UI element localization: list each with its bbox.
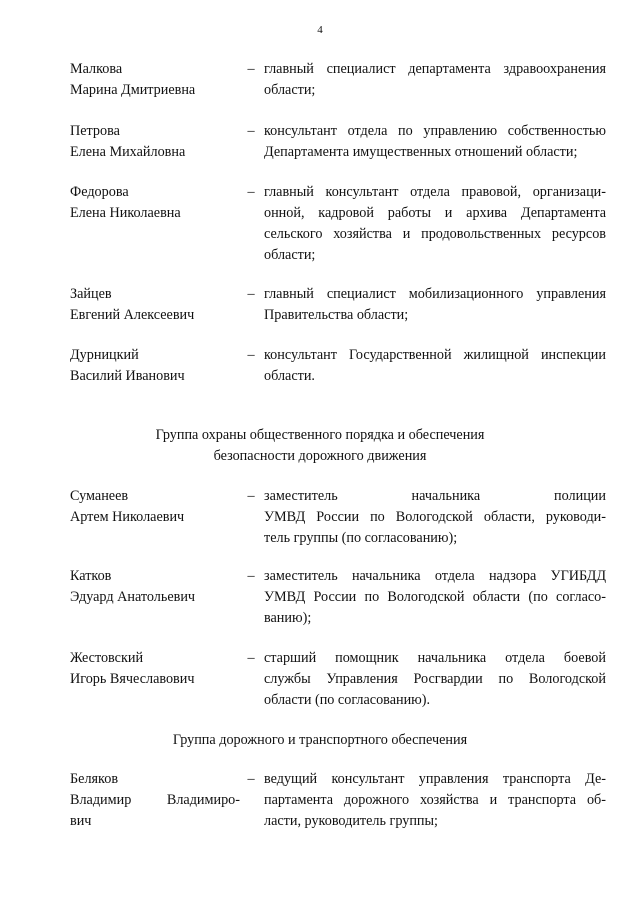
group-heading-line: Группа дорожного и транспортного обеспечения	[172, 732, 468, 748]
position-line: Департамента имущественных отношений области;	[264, 144, 578, 160]
member-position	[264, 182, 606, 266]
position-line: УМВД России по Вологодской области (по согласо-	[264, 589, 606, 605]
dash: –	[247, 123, 255, 139]
group-heading-line: безопасности дорожного движения	[213, 448, 427, 464]
position-line: партамента дорожного хозяйства и транспорта об-	[264, 792, 606, 808]
member-given-name: Игорь Вячеславович	[70, 671, 195, 687]
dash: –	[247, 286, 255, 302]
member-position	[264, 121, 606, 163]
group-heading-line: Группа охраны общественного порядка и обеспечения	[155, 427, 485, 443]
group-heading	[0, 730, 640, 751]
member-position	[264, 769, 606, 832]
position-line: ведущий консультант управления транспорта Де-	[264, 771, 606, 787]
position-line: заместитель начальника полиции	[264, 488, 606, 504]
member-surname: Суманеев	[70, 488, 129, 504]
dash: –	[247, 488, 255, 504]
member-surname: Беляков	[70, 771, 119, 787]
position-line: области (по согласованию).	[264, 692, 431, 708]
member-position	[264, 59, 606, 101]
dash: –	[247, 184, 255, 200]
dash: –	[247, 568, 255, 584]
member-given-name: Елена Михайловна	[70, 144, 186, 160]
member-surname: Катков	[70, 568, 112, 584]
member-name	[70, 648, 240, 690]
member-name	[70, 769, 240, 832]
member-given-name: Владимир Владимиро-	[70, 792, 240, 808]
member-given-name: Елена Николаевна	[70, 205, 181, 221]
position-line: ванию);	[264, 610, 312, 626]
position-line: главный специалист департамента здравоохранения	[264, 61, 606, 77]
member-given-name: Марина Дмитриевна	[70, 82, 196, 98]
member-name	[70, 486, 240, 528]
member-surname: Зайцев	[70, 286, 112, 302]
position-line: заместитель начальника отдела надзора УГИБДД	[264, 568, 606, 584]
member-name	[70, 345, 240, 387]
member-position	[264, 486, 606, 549]
member-given-name: вич	[70, 813, 92, 829]
dash: –	[247, 61, 255, 77]
member-name	[70, 182, 240, 224]
member-given-name: Артем Николаевич	[70, 509, 185, 525]
member-surname: Дурницкий	[70, 347, 139, 363]
member-name	[70, 59, 240, 101]
position-line: главный специалист мобилизационного управления	[264, 286, 606, 302]
group-heading	[0, 425, 640, 467]
position-line: онной, кадровой работы и архива Департамента	[264, 205, 606, 221]
dash: –	[247, 347, 255, 363]
member-name	[70, 121, 240, 163]
member-surname: Малкова	[70, 61, 123, 77]
position-line: ласти, руководитель группы;	[264, 813, 438, 829]
member-position	[264, 648, 606, 711]
position-line: области;	[264, 247, 316, 263]
position-line: области;	[264, 82, 316, 98]
member-given-name: Эдуард Анатольевич	[70, 589, 196, 605]
dash: –	[247, 650, 255, 666]
member-surname: Петрова	[70, 123, 120, 139]
member-given-name: Василий Иванович	[70, 368, 185, 384]
position-line: главный консультант отдела правовой, организаци-	[264, 184, 606, 200]
position-line: Правительства области;	[264, 307, 409, 323]
position-line: службы Управления Росгвардии по Вологодской	[264, 671, 606, 687]
member-given-name: Евгений Алексеевич	[70, 307, 195, 323]
position-line: старший помощник начальника отдела боевой	[264, 650, 606, 666]
position-line: сельского хозяйства и продовольственных ресурсов	[264, 226, 606, 242]
member-name	[70, 284, 240, 326]
member-position	[264, 284, 606, 326]
member-position	[264, 345, 606, 387]
page-number: 4	[317, 24, 323, 36]
member-surname: Жестовский	[70, 650, 144, 666]
member-position	[264, 566, 606, 629]
position-line: области.	[264, 368, 315, 384]
position-line: консультант Государственной жилищной инспекции	[264, 347, 606, 363]
member-name	[70, 566, 240, 608]
position-line: тель группы (по согласованию);	[264, 530, 458, 546]
member-surname: Федорова	[70, 184, 129, 200]
dash: –	[247, 771, 255, 787]
position-line: консультант отдела по управлению собственностью	[264, 123, 606, 139]
position-line: УМВД России по Вологодской области, руководи-	[264, 509, 606, 525]
